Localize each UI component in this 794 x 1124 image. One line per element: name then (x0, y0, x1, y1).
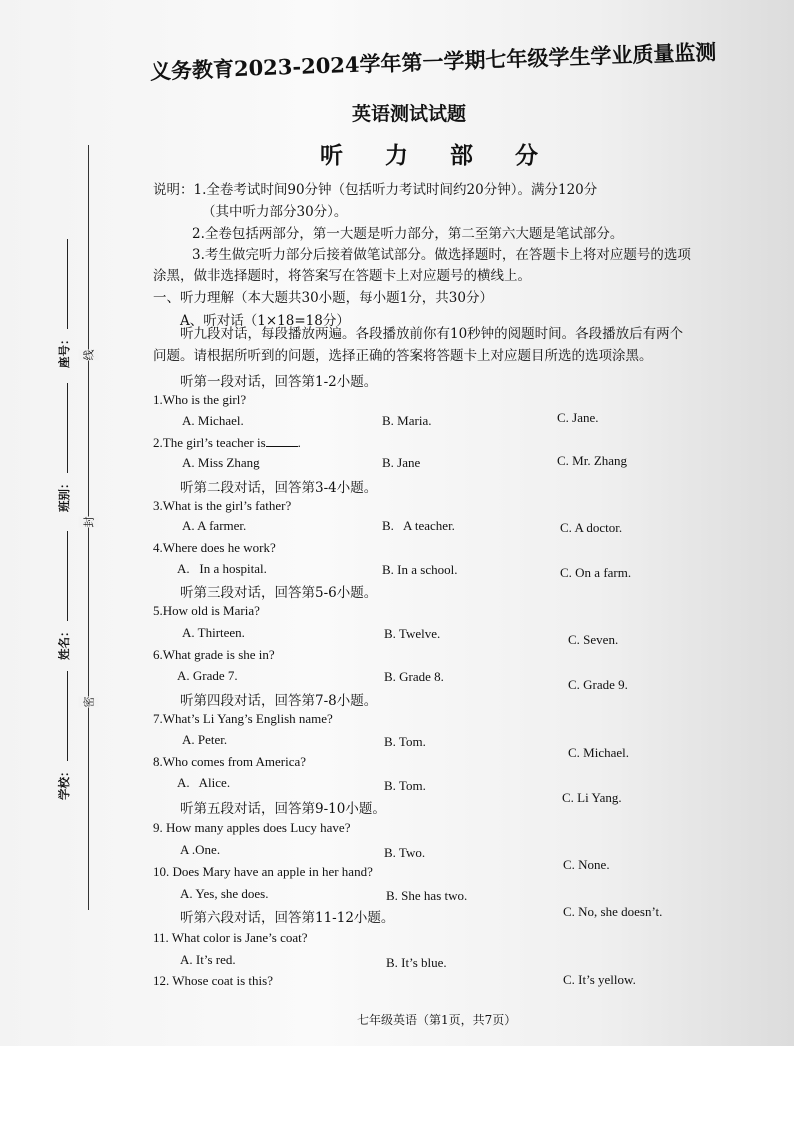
q4-option-b: B. In a school. (382, 562, 458, 577)
dialogue-instruction: 听第四段对话，回答第7-8小题。 (180, 693, 378, 709)
question-4: 4.Where does he work? (153, 540, 276, 555)
q4-option-c: C. On a farm. (560, 565, 632, 580)
q4-option-a: A. In a hospital. (177, 561, 267, 576)
question-2: 2.The girl’s teacher is . (153, 435, 301, 450)
section-title: 听力部分 (320, 142, 580, 169)
q1-option-c: C. Jane. (557, 410, 599, 425)
dialogue-instruction: 听第一段对话，回答第1-2小题。 (180, 374, 378, 390)
dialogue-instruction: 听第六段对话，回答第11-12小题。 (180, 910, 395, 926)
q11-option-b: B. It’s blue. (386, 955, 447, 970)
notes-line-2: 2.全卷包括两部分，第一大题是听力部分，第二至第六大题是笔试部分。 (192, 226, 624, 242)
q11-option-a: A. It’s red. (180, 952, 236, 967)
seal-mark-secret: 密 (79, 697, 99, 708)
seal-mark-line: 线 (79, 350, 99, 361)
school-field: 学校： (56, 672, 72, 801)
question-1: 1.Who is the girl? (153, 392, 247, 407)
q2-option-c: C. Mr. Zhang (557, 453, 628, 468)
dialogue-instruction: 听第五段对话，回答第9-10小题。 (180, 801, 386, 817)
part1-heading: 一、听力理解（本大题共30小题，每小题1分，共30分） (153, 290, 493, 306)
dialogue-instruction: 听第三段对话，回答第5-6小题。 (180, 585, 378, 601)
exam-title: 义务教育2023-2024学年第一学期七年级学生学业质量监测 (149, 39, 717, 84)
class-field: 班别： (56, 384, 72, 513)
q3-option-b: B. A teacher. (382, 518, 455, 533)
question-6: 6.What grade is she in? (153, 647, 275, 662)
q8-option-b: B. Tom. (384, 778, 426, 793)
question-11: 11. What color is Jane’s coat? (153, 930, 308, 945)
q5-option-c: C. Seven. (568, 632, 619, 647)
q2-option-a: A. Miss Zhang (182, 455, 260, 470)
part1-instructions-b: 问题。请根据所听到的问题，选择正确的答案将答题卡上对应题目所选的选项涂黑。 (153, 348, 653, 364)
question-3: 3.What is the girl’s father? (153, 498, 292, 513)
q6-option-b: B. Grade 8. (384, 669, 444, 684)
q5-option-b: B. Twelve. (384, 626, 441, 641)
q9-option-a: A .One. (180, 842, 221, 857)
question-10: 10. Does Mary have an apple in her hand? (153, 864, 373, 879)
q10-option-b: B. She has two. (386, 888, 468, 903)
q6-option-c: C. Grade 9. (568, 677, 628, 692)
q9-option-b: B. Two. (384, 845, 426, 860)
notes-line-3b: 涂黑，做非选择题时，将答案写在答题卡上对应题号的横线上。 (153, 268, 531, 284)
q5-option-a: A. Thirteen. (182, 625, 245, 640)
notes-line-1: 说明：1.全卷考试时间90分钟（包括听力考试时间约20分钟）。满分120分 (153, 182, 598, 198)
q3-option-c: C. A doctor. (560, 520, 623, 535)
question-7: 7.What’s Li Yang’s English name? (153, 711, 333, 726)
q8-option-c: C. Li Yang. (562, 790, 622, 805)
q8-option-a: A. Alice. (177, 775, 231, 790)
part1-subheading: A、听对话（1×18=18分） (180, 313, 350, 329)
q11-option-c: C. It’s yellow. (563, 972, 636, 987)
part1-instructions-a: 听九段对话，每段播放两遍。各段播放前你有10秒钟的阅题时间。各段播放后有两个 (180, 326, 684, 342)
q1-option-b: B. Maria. (382, 413, 432, 428)
seat-number-field: 座号： (56, 240, 72, 369)
notes-line-1b: （其中听力部分30分）。 (202, 204, 348, 220)
binding-line (88, 145, 89, 910)
dialogue-instruction: 听第二段对话，回答第3-4小题。 (180, 480, 378, 496)
notes-line-3: 3.考生做完听力部分后接着做笔试部分。做选择题时，在答题卡上将对应题号的选项 (192, 247, 691, 263)
question-5: 5.How old is Maria? (153, 603, 260, 618)
exam-subtitle: 英语测试试题 (352, 103, 467, 125)
page-footer: 七年级英语（第1页，共7页） (357, 1013, 517, 1027)
q9-option-c: C. None. (563, 857, 610, 872)
q1-option-a: A. Michael. (182, 413, 244, 428)
q10-option-a: A. Yes, she does. (180, 886, 269, 901)
name-field: 姓名： (56, 532, 72, 661)
seal-mark-seal: 封 (79, 517, 99, 528)
question-8: 8.Who comes from America? (153, 754, 307, 769)
q6-option-a: A. Grade 7. (177, 668, 238, 683)
q7-option-a: A. Peter. (182, 732, 228, 747)
answer-blank (266, 434, 298, 447)
question-9: 9. How many apples does Lucy have? (153, 820, 351, 835)
q7-option-b: B. Tom. (384, 734, 426, 749)
question-12: 12. Whose coat is this? (153, 973, 273, 988)
q2-option-b: B. Jane (382, 455, 421, 470)
q7-option-c: C. Michael. (568, 745, 630, 760)
q10-option-c: C. No, she doesn’t. (563, 904, 663, 919)
q3-option-a: A. A farmer. (182, 518, 247, 533)
